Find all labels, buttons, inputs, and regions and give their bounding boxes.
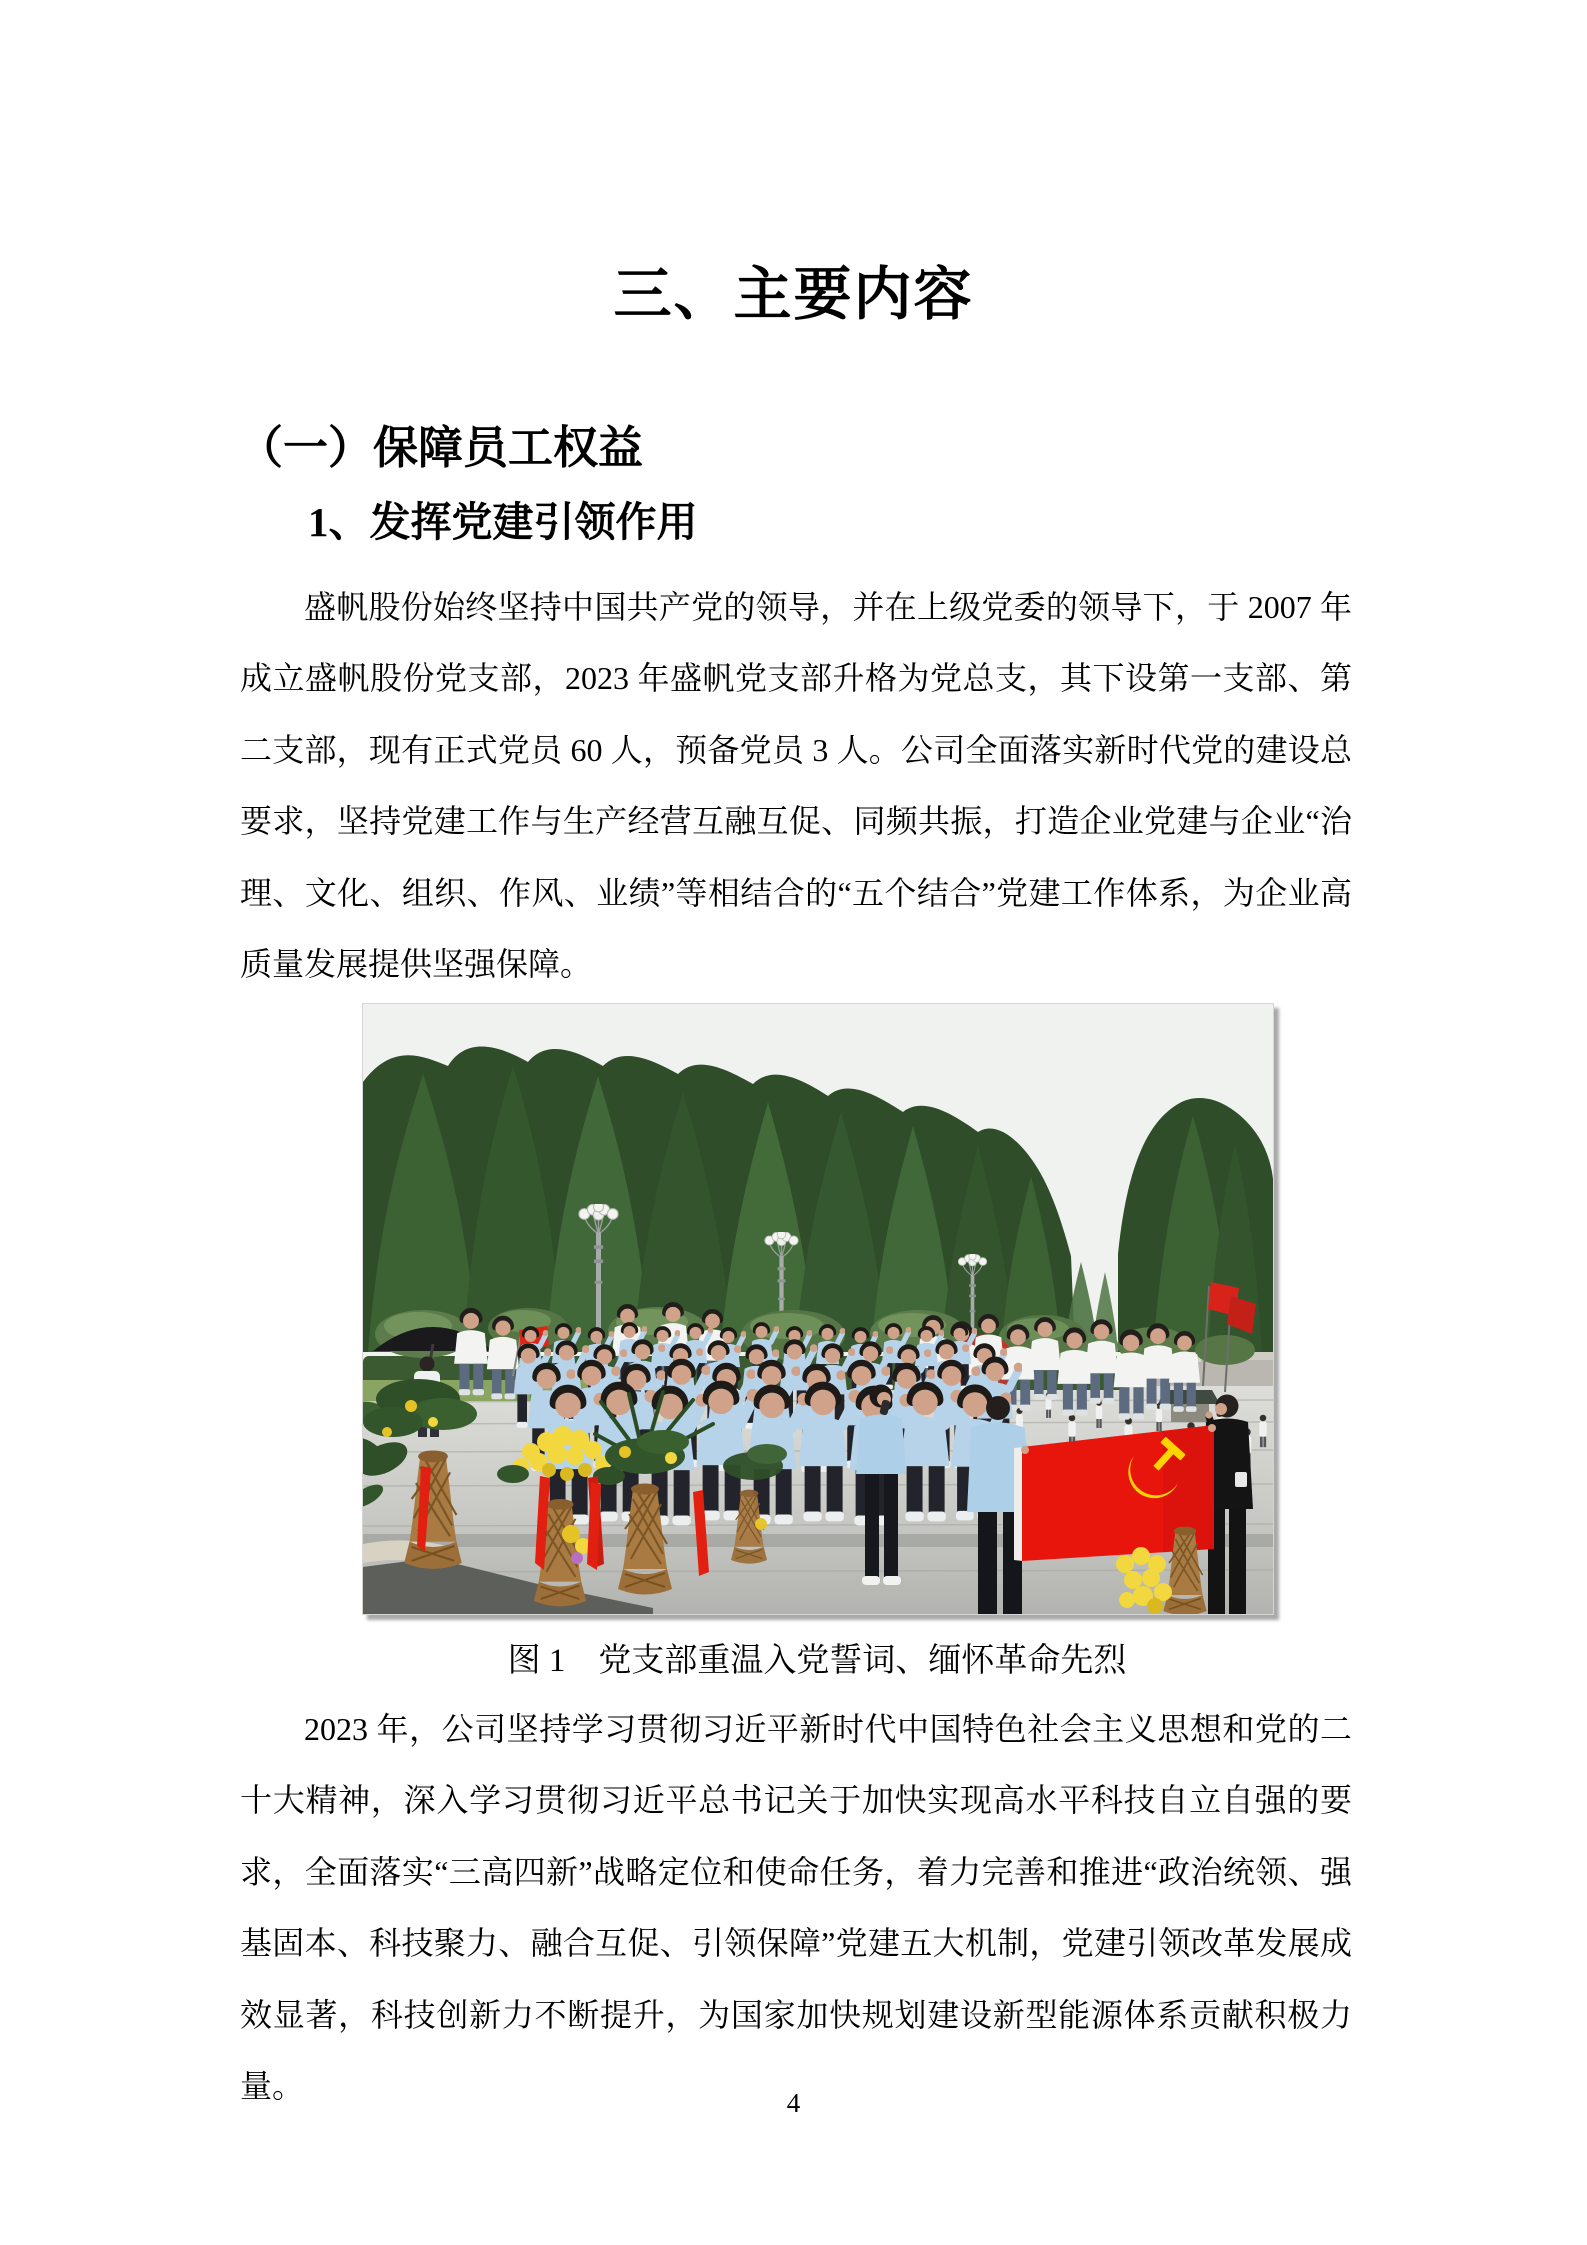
page-number: 4 <box>786 2088 801 2118</box>
figure-photo <box>362 1003 1274 1615</box>
page-title: 三、主要内容 <box>613 262 974 327</box>
oath-ceremony-photo <box>363 1004 1273 1614</box>
section-heading: （一）保障员工权益 <box>238 423 644 473</box>
subsection-heading: 1、发挥党建引领作用 <box>308 499 698 545</box>
body-paragraph-2: 2023 年，公司坚持学习贯彻习近平新时代中国特色社会主义思想和党的二十大精神，深入学习贯彻习近平总书记关于加快实现高水平科技自立自强的要求，全面落实“三高四新”战略定位和使命任务，着力完善和推进“政治统领、强基固本、科技聚力、融合互促、引领保障”党建五大机制，党建引领改革发展成效显著，科技创新力不断提升，为国家加快规划建设新型能源体系贡献积极力量。 <box>240 1711 1352 2105</box>
figure-caption: 图 1 党支部重温入党誓词、缅怀革命先烈 <box>507 1643 1127 1679</box>
body-paragraph-1: 盛帆股份始终坚持中国共产党的领导，并在上级党委的领导下，于 2007 年成立盛帆股份党支部，2023 年盛帆党支部升格为党总支，其下设第一支部、第二支部，现有正式党员 60 人，预备党员 3 人。公司全面落实新时代党的建设总要求，坚持党建工作与生产经营互融互促、同频共振，打造企业党建与企业“治理、文化、组织、作风、业绩”等相结合的“五个结合”党建工作体系，为企业高质量发展提供坚强保障。 <box>240 589 1352 983</box>
